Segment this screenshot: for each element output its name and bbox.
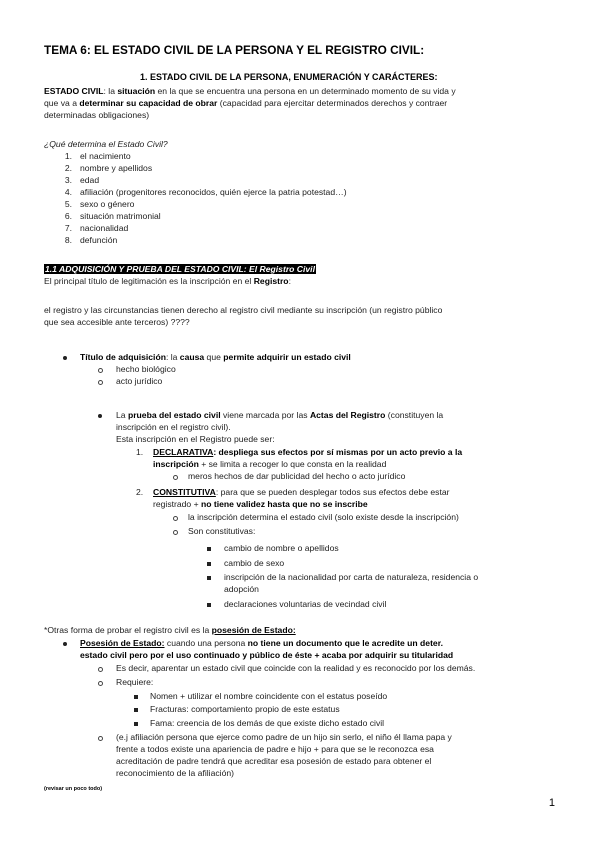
list-item: 4. afiliación (progenitores reconocidos, quién ejerce la patria potestad…) — [64, 187, 347, 197]
definition-line-2: que va a determinar su capacidad de obrar (capacidad para ejercitar determinados derechos y contraer — [44, 98, 448, 108]
posesion-requiere: Requiere: — [116, 677, 154, 687]
constitutiva-number: 2. — [136, 487, 144, 497]
constitutiva-line-1: CONSTITUTIVA: para que se pueden desplegar todos sus efectos debe estar — [153, 487, 450, 497]
declarativa-sub: meros hechos de dar publicidad del hecho o acto jurídico — [188, 471, 406, 481]
circle-bullet-icon — [173, 475, 178, 480]
posesion-line-2: estado civil pero por el uso continuado y público de éste + acaba por adquirir su titularidad — [80, 650, 454, 660]
circle-bullet-icon — [173, 530, 178, 535]
footnote: (revisar un poco todo) — [44, 786, 103, 792]
list-item: 5. sexo o género — [64, 199, 135, 209]
posesion-es-decir: Es decir, aparentar un estado civil que coincide con la realidad y es reconocido por los demás. — [116, 663, 476, 673]
list-item: 6. situación matrimonial — [64, 211, 161, 221]
prueba-line-2: inscripción en el registro civil). — [116, 422, 231, 432]
otras-formas: *Otras forma de probar el registro civil es la posesión de Estado: — [44, 625, 296, 635]
circle-bullet-icon — [98, 736, 103, 741]
list-item: Nomen + utilizar el nombre coincidente con el estatus poseído — [150, 691, 388, 701]
example-line-4: reconocimiento de la afiliación) — [116, 768, 234, 778]
square-bullet-icon — [207, 562, 211, 566]
prueba-line-3: Esta inscripción en el Registro puede ser: — [116, 434, 275, 444]
declarativa-line-2: inscripción + se limita a recoger lo que consta en la realidad — [153, 459, 387, 469]
question: ¿Qué determina el Estado Civil? — [44, 139, 168, 149]
list-item: Fracturas: comportamiento propio de este estatus — [150, 704, 340, 714]
section-1-1-para-2b: que sea accesible ante terceros) ???? — [44, 317, 190, 327]
circle-bullet-icon — [98, 681, 103, 686]
page-number: 1 — [548, 797, 555, 809]
section-1-1-heading: 1.1 ADQUISICIÓN Y PRUEBA DEL ESTADO CIVIL: El Registro Civil — [45, 264, 315, 274]
constitutiva-line-2: registrado + no tiene validez hasta que no se inscribe — [153, 499, 368, 509]
definition-line-3: determinadas obligaciones) — [44, 110, 150, 120]
posesion-line-1: Posesión de Estado: cuando una persona no tiene un documento que le acredite un deter. — [80, 638, 443, 648]
example-line-2: frente a todos existe una apariencia de padre e hijo + para que se le reconozca esa — [116, 744, 434, 754]
list-item: 7. nacionalidad — [64, 223, 129, 233]
circle-bullet-icon — [98, 368, 103, 373]
section-1-1-para-2a: el registro y las circunstancias tienen derecho al registro civil mediante su inscripción (un registro público — [44, 305, 443, 315]
constitutiva-sub-2: Son constitutivas: — [188, 526, 256, 536]
square-bullet-icon — [134, 722, 138, 726]
list-item: 3. edad — [64, 175, 100, 185]
bullet-icon — [63, 642, 67, 646]
section-1-1-para-1: El principal título de legitimación es la inscripción en el Registro: — [44, 276, 291, 286]
constitutiva-sub-1: la inscripción determina el estado civil (solo existe desde la inscripción) — [188, 512, 459, 522]
declarativa-line-1: DECLARATIVA: despliega sus efectos por sí mismas por un acto previo a la — [153, 447, 463, 457]
example-line-3: acreditación de padre tendrá que acreditar esa posesión de estado para obtener el — [116, 756, 432, 766]
section-1-heading: 1. ESTADO CIVIL DE LA PERSONA, ENUMERACIÓN Y CARÁCTERES: — [140, 72, 438, 82]
square-bullet-icon — [207, 547, 211, 551]
page-title: TEMA 6: EL ESTADO CIVIL DE LA PERSONA Y EL REGISTRO CIVIL: — [44, 43, 425, 57]
square-bullet-icon — [134, 708, 138, 712]
list-item: acto jurídico — [116, 376, 163, 386]
square-bullet-icon — [134, 695, 138, 699]
list-item: Fama: creencia de los demás de que existe dicho estado civil — [150, 718, 385, 728]
list-item: adopción — [224, 584, 259, 594]
list-item: 2. nombre y apellidos — [64, 163, 153, 173]
example-line-1: (e.j afiliación persona que ejerce como padre de un hijo sin serlo, el niño él llama papa y — [116, 732, 452, 742]
bullet-icon — [63, 356, 67, 360]
list-item: 8. defunción — [64, 235, 118, 245]
prueba-line-1: La prueba del estado civil viene marcada por las Actas del Registro (constituyen la — [116, 410, 444, 420]
definition-line-1: ESTADO CIVIL: la situación en la que se encuentra una persona en un determinado momento de su vida y — [44, 86, 456, 96]
list-item: hecho biológico — [116, 364, 176, 374]
titulo-adquisicion: Título de adquisición: la causa que permite adquirir un estado civil — [80, 352, 351, 362]
circle-bullet-icon — [98, 380, 103, 385]
bullet-icon — [98, 414, 102, 418]
list-item: cambio de nombre o apellidos — [224, 543, 339, 553]
list-item: declaraciones voluntarias de vecindad civil — [224, 599, 387, 609]
square-bullet-icon — [207, 576, 211, 580]
list-item: cambio de sexo — [224, 558, 285, 568]
square-bullet-icon — [207, 603, 211, 607]
declarativa-number: 1. — [136, 447, 144, 457]
list-item: inscripción de la nacionalidad por carta de naturaleza, residencia o — [224, 572, 479, 582]
list-item: 1. el nacimiento — [64, 151, 131, 161]
circle-bullet-icon — [173, 516, 178, 521]
circle-bullet-icon — [98, 667, 103, 672]
